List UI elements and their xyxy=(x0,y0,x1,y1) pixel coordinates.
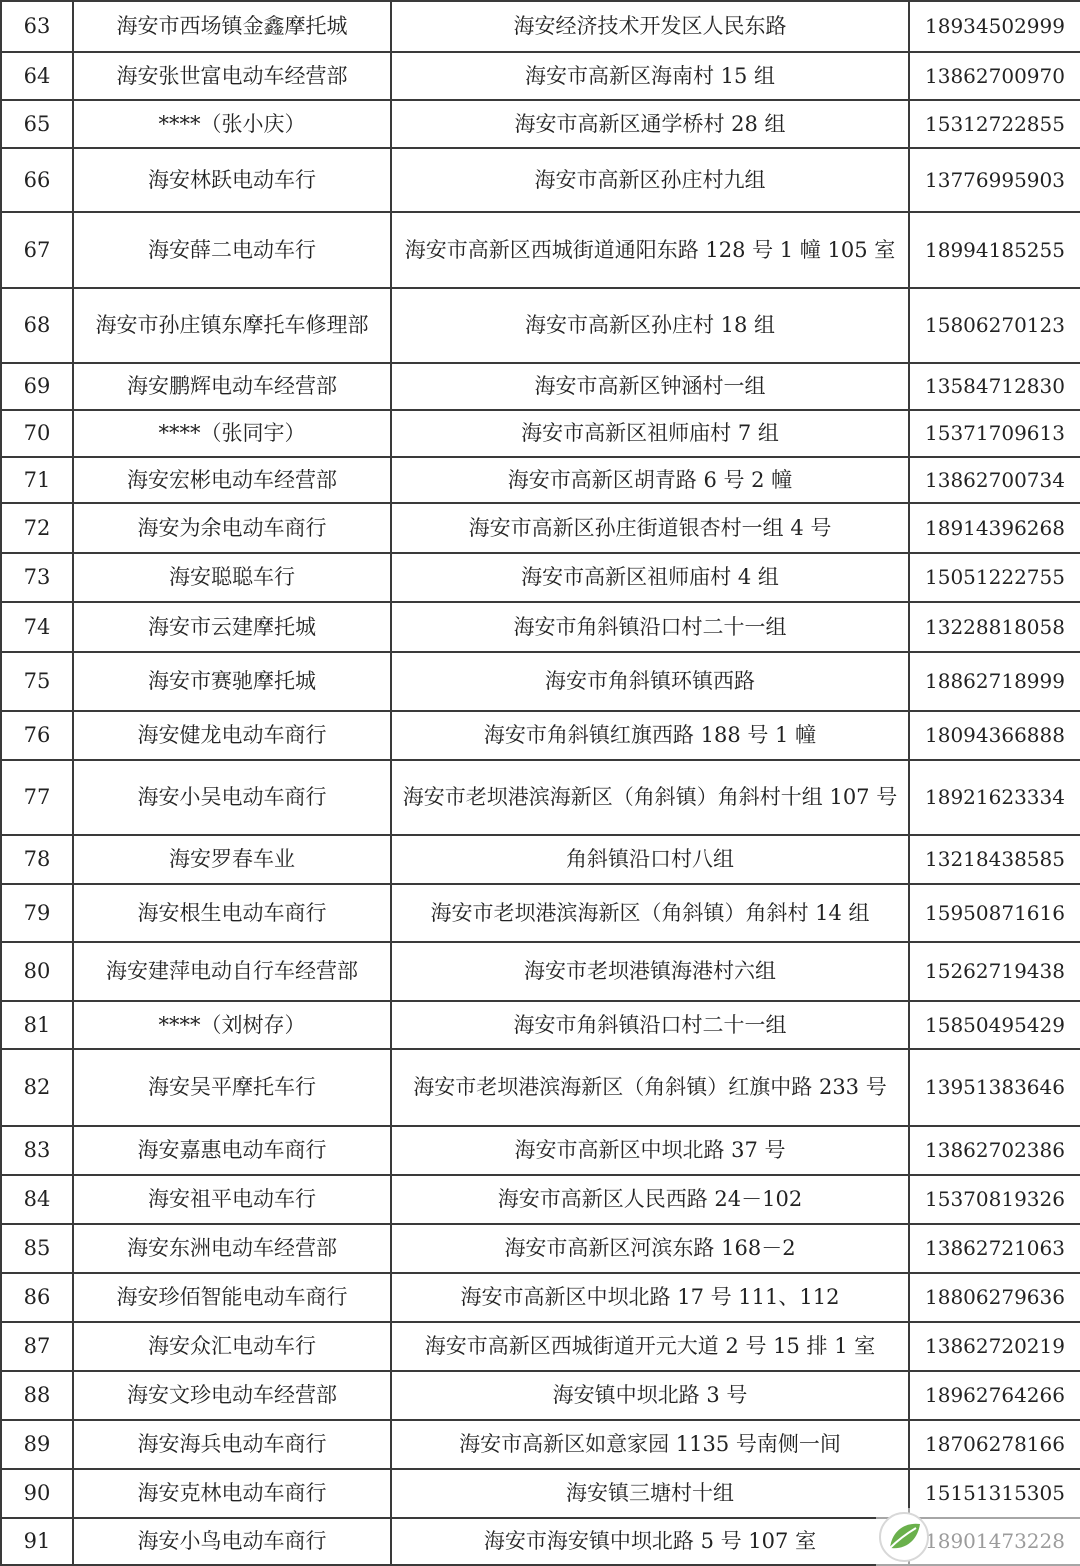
dealer-address: 角斜镇沿口村八组 xyxy=(391,835,909,884)
row-index: 80 xyxy=(1,942,73,1001)
dealer-name: 海安张世富电动车经营部 xyxy=(73,52,391,100)
table-row xyxy=(1,1371,1080,1420)
table-row xyxy=(1,52,1080,100)
dealer-name: 海安珍佰智能电动车商行 xyxy=(73,1273,391,1322)
dealer-address: 海安市高新区如意家园 1135 号南侧一间 xyxy=(391,1420,909,1469)
table-row xyxy=(1,503,1080,553)
dealer-phone: 15850495429 xyxy=(909,1001,1080,1049)
dealer-name: 海安小鸟电动车商行 xyxy=(73,1518,391,1565)
dealer-name: 海安克林电动车商行 xyxy=(73,1469,391,1518)
dealer-phone: 18962764266 xyxy=(909,1371,1080,1420)
dealer-phone: 15950871616 xyxy=(909,884,1080,942)
dealer-phone: 18921623334 xyxy=(909,760,1080,835)
dealer-name: ****（张小庆） xyxy=(73,100,391,148)
table-row xyxy=(1,212,1080,288)
leaf-logo-icon xyxy=(876,1508,932,1566)
dealer-name: 海安市孙庄镇东摩托车修理部 xyxy=(73,288,391,363)
dealer-phone: 13584712830 xyxy=(909,363,1080,410)
dealer-name: 海安健龙电动车商行 xyxy=(73,711,391,760)
table-row xyxy=(1,410,1080,457)
dealer-address: 海安市高新区海南村 15 组 xyxy=(391,52,909,100)
watermark xyxy=(876,1508,1080,1566)
row-index: 77 xyxy=(1,760,73,835)
dealer-address: 海安市角斜镇沿口村二十一组 xyxy=(391,602,909,652)
dealer-name: 海安宏彬电动车经营部 xyxy=(73,457,391,503)
dealer-phone: 18094366888 xyxy=(909,711,1080,760)
table-row xyxy=(1,602,1080,652)
dealer-name: 海安建萍电动自行车经营部 xyxy=(73,942,391,1001)
dealer-address: 海安市老坝港镇海港村六组 xyxy=(391,942,909,1001)
dealer-name: 海安市赛驰摩托城 xyxy=(73,652,391,711)
dealer-address: 海安市角斜镇沿口村二十一组 xyxy=(391,1001,909,1049)
dealer-name: 海安嘉惠电动车商行 xyxy=(73,1126,391,1175)
row-index: 66 xyxy=(1,148,73,212)
table-row xyxy=(1,1420,1080,1469)
row-index: 91 xyxy=(1,1518,73,1565)
dealer-address: 海安市角斜镇环镇西路 xyxy=(391,652,909,711)
dealer-phone: 13862720219 xyxy=(909,1322,1080,1371)
dealer-address: 海安市高新区孙庄村 18 组 xyxy=(391,288,909,363)
dealer-phone: 13862700970 xyxy=(909,52,1080,100)
dealer-address: 海安镇中坝北路 3 号 xyxy=(391,1371,909,1420)
dealer-address: 海安市老坝港滨海新区（角斜镇）角斜村十组 107 号 xyxy=(391,760,909,835)
table-row xyxy=(1,711,1080,760)
dealer-address: 海安市高新区祖师庙村 4 组 xyxy=(391,553,909,602)
table-row xyxy=(1,942,1080,1001)
table-row xyxy=(1,100,1080,148)
row-index: 65 xyxy=(1,100,73,148)
table-row xyxy=(1,1049,1080,1126)
dealer-address: 海安市高新区通学桥村 28 组 xyxy=(391,100,909,148)
dealer-name: 海安文珍电动车经营部 xyxy=(73,1371,391,1420)
row-index: 84 xyxy=(1,1175,73,1224)
dealer-phone: 15151315305 xyxy=(909,1469,1080,1518)
table-row xyxy=(1,1001,1080,1049)
dealer-name: 海安东洲电动车经营部 xyxy=(73,1224,391,1273)
row-index: 82 xyxy=(1,1049,73,1126)
dealer-phone: 18994185255 xyxy=(909,212,1080,288)
dealer-address: 海安市高新区人民西路 24－102 xyxy=(391,1175,909,1224)
table-row xyxy=(1,1175,1080,1224)
dealer-name: 海安市云建摩托城 xyxy=(73,602,391,652)
dealer-phone: 13862721063 xyxy=(909,1224,1080,1273)
dealer-phone: 15370819326 xyxy=(909,1175,1080,1224)
row-index: 79 xyxy=(1,884,73,942)
dealer-phone: 18706278166 xyxy=(909,1420,1080,1469)
dealer-name: 海安聪聪车行 xyxy=(73,553,391,602)
dealer-name: 海安祖平电动车行 xyxy=(73,1175,391,1224)
dealer-address: 海安市老坝港滨海新区（角斜镇）红旗中路 233 号 xyxy=(391,1049,909,1126)
dealer-name: 海安市西场镇金鑫摩托城 xyxy=(73,1,391,52)
dealer-name: 海安罗春车业 xyxy=(73,835,391,884)
dealer-address: 海安市角斜镇红旗西路 188 号 1 幢 xyxy=(391,711,909,760)
dealer-address: 海安市高新区孙庄街道银杏村一组 4 号 xyxy=(391,503,909,553)
row-index: 69 xyxy=(1,363,73,410)
dealer-phone: 18914396268 xyxy=(909,503,1080,553)
dealer-name: 海安为余电动车商行 xyxy=(73,503,391,553)
dealer-phone: 18934502999 xyxy=(909,1,1080,52)
dealer-address: 海安市高新区中坝北路 37 号 xyxy=(391,1126,909,1175)
row-index: 87 xyxy=(1,1322,73,1371)
table-row xyxy=(1,363,1080,410)
dealer-phone: 13228818058 xyxy=(909,602,1080,652)
dealer-phone: 15371709613 xyxy=(909,410,1080,457)
dealer-address: 海安市高新区祖师庙村 7 组 xyxy=(391,410,909,457)
dealer-name: 海安小吴电动车商行 xyxy=(73,760,391,835)
row-index: 75 xyxy=(1,652,73,711)
dealer-name: ****（刘树存） xyxy=(73,1001,391,1049)
row-index: 81 xyxy=(1,1001,73,1049)
dealer-name: ****（张同宇） xyxy=(73,410,391,457)
row-index: 89 xyxy=(1,1420,73,1469)
dealer-address: 海安镇三塘村十组 xyxy=(391,1469,909,1518)
table-row xyxy=(1,884,1080,942)
row-index: 83 xyxy=(1,1126,73,1175)
row-index: 72 xyxy=(1,503,73,553)
dealer-phone: 13776995903 xyxy=(909,148,1080,212)
row-index: 71 xyxy=(1,457,73,503)
row-index: 90 xyxy=(1,1469,73,1518)
dealer-address: 海安市高新区胡青路 6 号 2 幢 xyxy=(391,457,909,503)
dealer-address: 海安市高新区钟涵村一组 xyxy=(391,363,909,410)
dealer-name: 海安根生电动车商行 xyxy=(73,884,391,942)
table-row xyxy=(1,1322,1080,1371)
dealer-address: 海安市高新区西城街道开元大道 2 号 15 排 1 室 xyxy=(391,1322,909,1371)
dealer-address: 海安市高新区中坝北路 17 号 111、112 xyxy=(391,1273,909,1322)
table-row xyxy=(1,1224,1080,1273)
table-row xyxy=(1,835,1080,884)
table-row xyxy=(1,760,1080,835)
dealer-phone: 18862718999 xyxy=(909,652,1080,711)
dealer-name: 海安林跃电动车行 xyxy=(73,148,391,212)
row-index: 85 xyxy=(1,1224,73,1273)
row-index: 67 xyxy=(1,212,73,288)
table-row xyxy=(1,288,1080,363)
dealer-name: 海安薛二电动车行 xyxy=(73,212,391,288)
row-index: 76 xyxy=(1,711,73,760)
dealer-name: 海安众汇电动车行 xyxy=(73,1322,391,1371)
dealer-phone: 13218438585 xyxy=(909,835,1080,884)
row-index: 64 xyxy=(1,52,73,100)
table-row xyxy=(1,457,1080,503)
row-index: 68 xyxy=(1,288,73,363)
dealer-address: 海安市海安镇中坝北路 5 号 107 室 xyxy=(391,1518,909,1565)
dealer-address: 海安市高新区河滨东路 168－2 xyxy=(391,1224,909,1273)
dealer-address: 海安市老坝港滨海新区（角斜镇）角斜村 14 组 xyxy=(391,884,909,942)
dealer-phone: 15312722855 xyxy=(909,100,1080,148)
dealer-address: 海安经济技术开发区人民东路 xyxy=(391,1,909,52)
dealer-phone: 13951383646 xyxy=(909,1049,1080,1126)
dealer-name: 海安吴平摩托车行 xyxy=(73,1049,391,1126)
row-index: 74 xyxy=(1,602,73,652)
dealer-address: 海安市高新区西城街道通阳东路 128 号 1 幢 105 室 xyxy=(391,212,909,288)
row-index: 70 xyxy=(1,410,73,457)
table-row xyxy=(1,1126,1080,1175)
dealer-phone: 15262719438 xyxy=(909,942,1080,1001)
dealer-name: 海安海兵电动车商行 xyxy=(73,1420,391,1469)
row-index: 88 xyxy=(1,1371,73,1420)
table-row xyxy=(1,148,1080,212)
row-index: 78 xyxy=(1,835,73,884)
row-index: 63 xyxy=(1,1,73,52)
dealer-phone: 18806279636 xyxy=(909,1273,1080,1322)
dealer-phone: 13862702386 xyxy=(909,1126,1080,1175)
table-row xyxy=(1,1,1080,52)
table-row xyxy=(1,652,1080,711)
row-index: 73 xyxy=(1,553,73,602)
dealer-phone: 15051222755 xyxy=(909,553,1080,602)
table-row xyxy=(1,553,1080,602)
row-index: 86 xyxy=(1,1273,73,1322)
dealer-phone: 15806270123 xyxy=(909,288,1080,363)
dealer-phone: 13862700734 xyxy=(909,457,1080,503)
dealer-address: 海安市高新区孙庄村九组 xyxy=(391,148,909,212)
table-row xyxy=(1,1273,1080,1322)
dealer-name: 海安鹏辉电动车经营部 xyxy=(73,363,391,410)
